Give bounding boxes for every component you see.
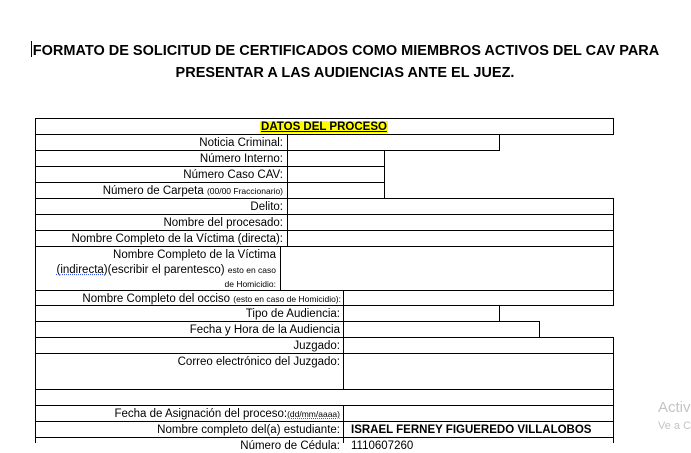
row-divider xyxy=(35,389,614,390)
label-nombre-procesado: Nombre del procesado: xyxy=(163,217,283,229)
row-divider xyxy=(35,198,614,199)
column-divider xyxy=(499,305,500,322)
label-cedula: Número de Cédula: xyxy=(240,440,340,452)
value-nombre-estudiante: ISRAEL FERNEY FIGUEREDO VILLALOBOS xyxy=(351,424,592,436)
row-divider xyxy=(35,290,614,291)
label-juzgado: Juzgado: xyxy=(293,340,340,352)
label-delito: Delito: xyxy=(250,201,283,213)
row-divider xyxy=(35,337,614,338)
row-divider xyxy=(35,166,385,167)
document-title xyxy=(0,40,690,84)
label-fecha-asignacion: Fecha de Asignación del proceso:(dd/mm/aaaa) xyxy=(114,408,340,420)
row-divider xyxy=(35,353,614,354)
table-border-right xyxy=(613,389,614,443)
row-divider xyxy=(35,182,385,183)
table-border-right xyxy=(613,198,614,247)
label-numero-interno: Número Interno: xyxy=(199,153,283,165)
title-line-2: PRESENTAR A LAS AUDIENCIAS ANTE EL JUEZ. xyxy=(175,65,515,81)
label-victima-indirecta-line3: de Homicidio: xyxy=(224,279,276,289)
column-divider xyxy=(384,150,385,199)
value-cedula: 1110607260 xyxy=(351,440,414,452)
table-border-top xyxy=(35,118,614,119)
row-divider xyxy=(35,150,500,151)
row-divider xyxy=(35,134,614,135)
section-header-datos-proceso: DATOS DEL PROCESO xyxy=(261,121,387,133)
text-cursor xyxy=(31,41,32,57)
activation-watermark-title: Activ xyxy=(658,399,691,416)
table-border-right xyxy=(613,337,614,390)
column-divider xyxy=(280,246,281,291)
label-numero-caso-cav: Número Caso CAV: xyxy=(183,169,283,181)
label-victima-indirecta-line2: (indirecta)(escribir el parentesco) esto en caso xyxy=(56,264,276,276)
column-divider xyxy=(287,134,288,247)
column-divider xyxy=(343,405,344,443)
label-correo-juzgado: Correo electrónico del Juzgado: xyxy=(177,356,340,368)
table-border-right xyxy=(613,118,614,135)
title-line-1: FORMATO DE SOLICITUD DE CERTIFICADOS COMO MIEMBROS ACTIVOS DEL CAV PARA xyxy=(32,43,660,59)
row-divider xyxy=(35,230,614,231)
row-divider xyxy=(35,246,614,247)
table-border-right xyxy=(613,246,614,306)
activation-watermark-subtitle: Ve a C xyxy=(658,420,691,432)
row-divider xyxy=(35,437,614,438)
row-divider xyxy=(35,321,540,322)
row-divider xyxy=(35,405,614,406)
row-divider xyxy=(35,214,614,215)
column-divider xyxy=(499,134,500,151)
column-divider xyxy=(343,290,344,390)
label-fecha-hora-audiencia: Fecha y Hora de la Audiencia xyxy=(189,324,340,336)
column-divider xyxy=(539,321,540,338)
row-divider xyxy=(35,421,614,422)
table-border-left xyxy=(35,118,36,443)
label-victima-directa: Nombre Completo de la Víctima (directa): xyxy=(71,233,283,245)
label-victima-indirecta-line1: Nombre Completo de la Víctima xyxy=(113,249,276,261)
label-numero-carpeta: Número de Carpeta (00/00 Fraccionario) xyxy=(102,185,283,197)
label-noticia-criminal: Noticia Criminal: xyxy=(199,137,283,149)
label-tipo-audiencia: Tipo de Audiencia: xyxy=(245,308,340,320)
label-occiso: Nombre Completo del occiso (esto en caso de Homicidio): xyxy=(82,293,341,305)
label-nombre-estudiante: Nombre completo del(a) estudiante: xyxy=(157,424,340,436)
